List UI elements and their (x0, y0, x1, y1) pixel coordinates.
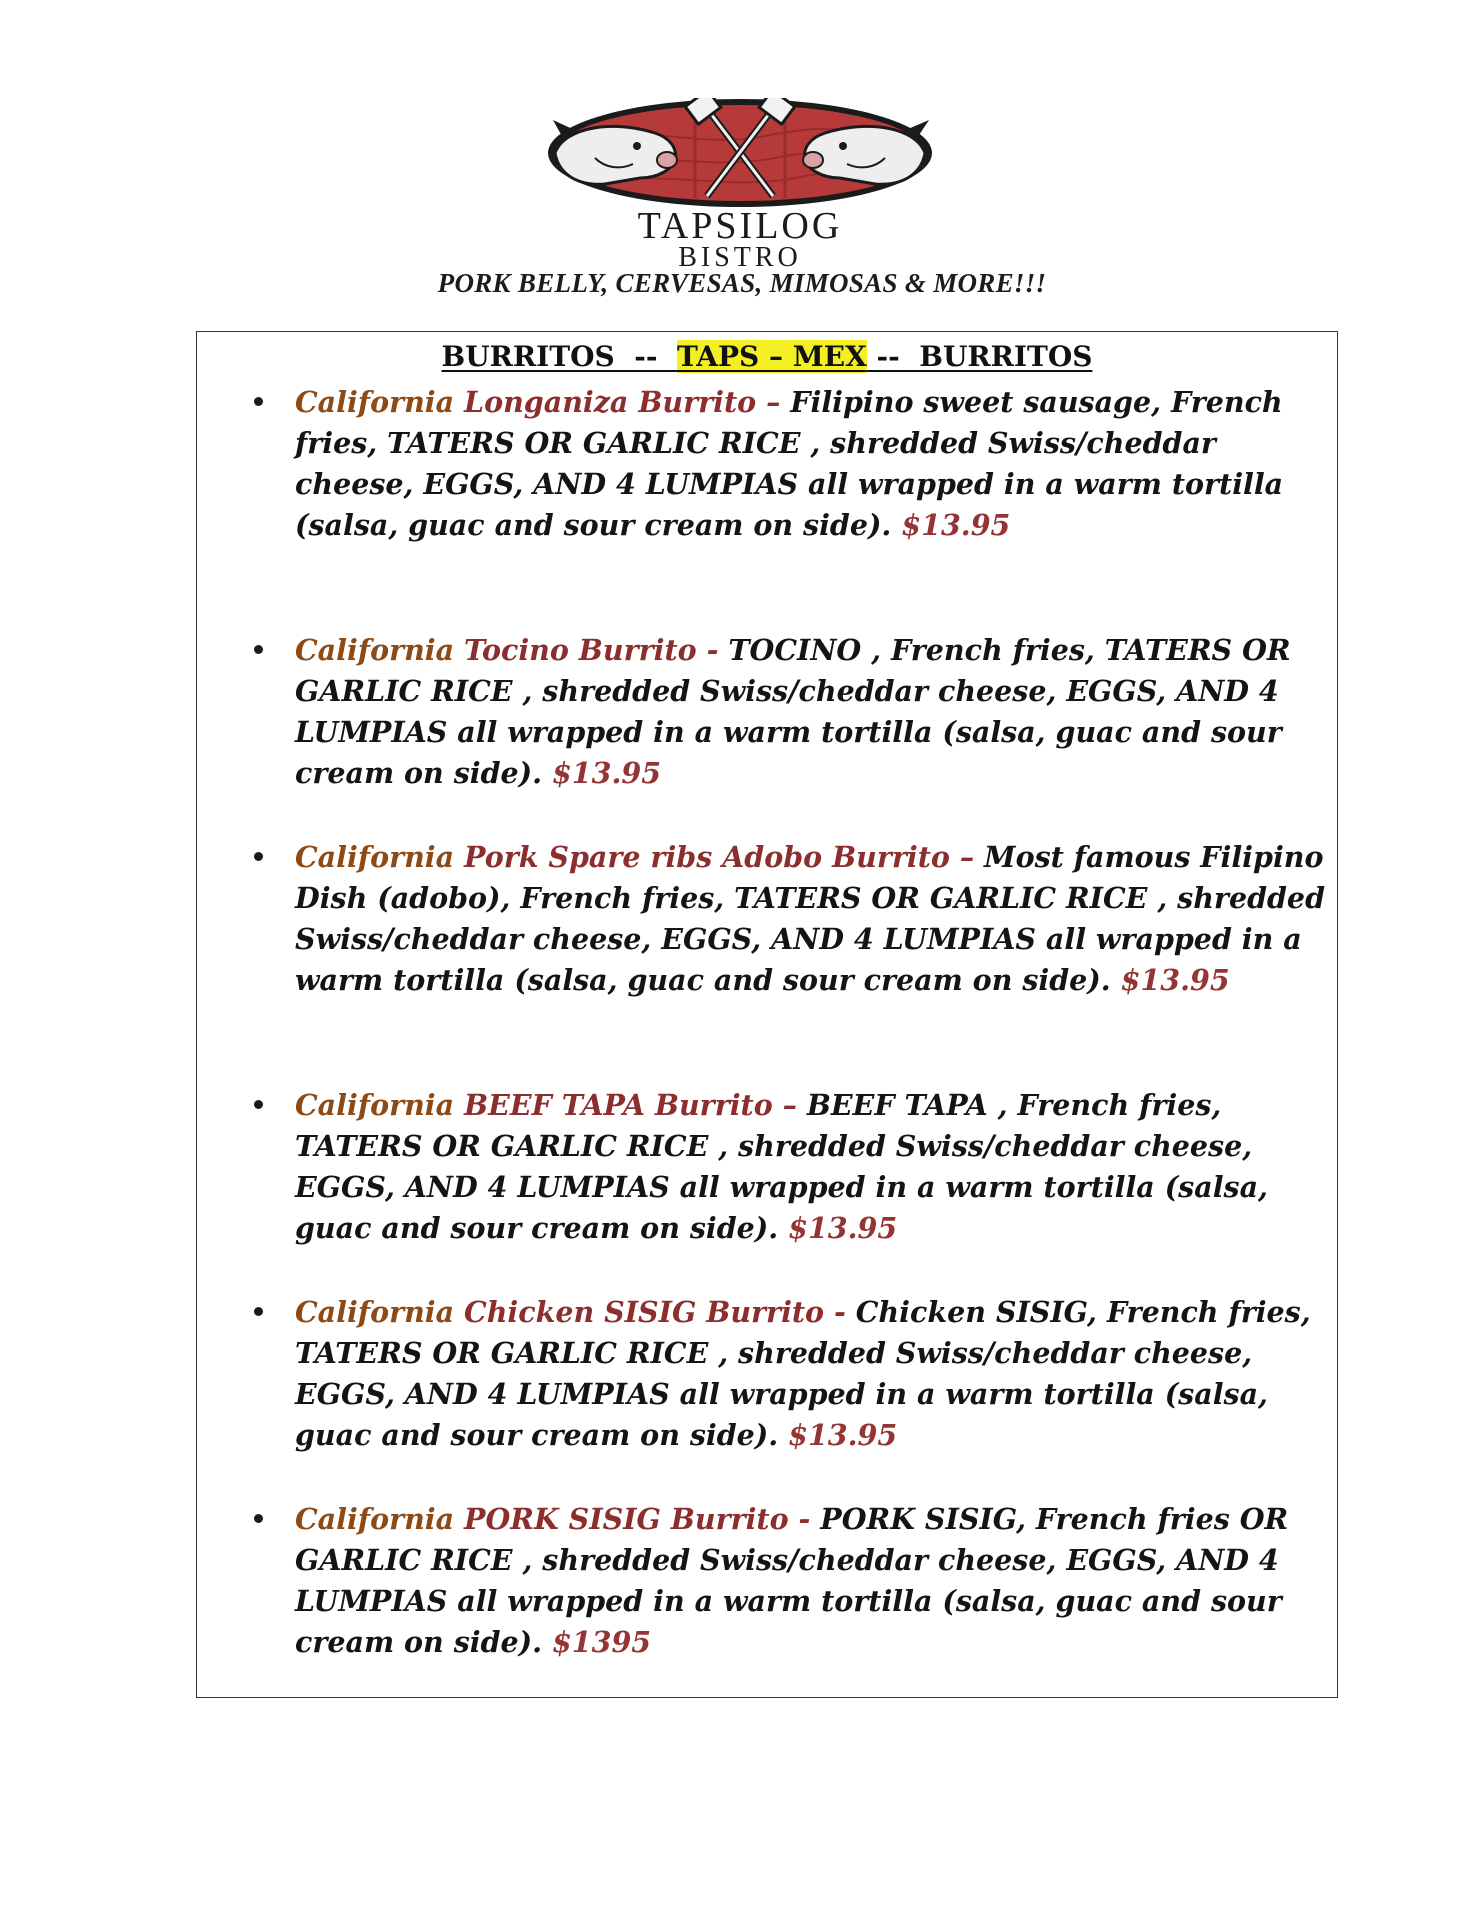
section-title-right: -- BURRITOS (866, 340, 1093, 373)
item-brand: California (295, 1502, 465, 1536)
item-description: BEEF TAPA , French fries, TATERS OR GARLIC RICE , shredded Swiss/cheddar cheese, EGGS, AND 4 LUMPIAS all wrapped in a warm tortilla (salsa, guac and sour cream on side). (295, 1088, 1268, 1245)
bullet-icon (254, 397, 263, 406)
bullet-icon (254, 1307, 263, 1316)
menu-item (295, 1085, 1325, 1249)
section-title-highlight: TAPS – MEX (676, 340, 867, 373)
menu-item (295, 630, 1325, 794)
item-description: PORK SISIG, French fries OR GARLIC RICE , shredded Swiss/cheddar cheese, EGGS, AND 4 LUMPIAS all wrapped in a warm tortilla (salsa, guac and sour cream on side). (295, 1502, 1289, 1659)
item-brand: California (295, 1088, 465, 1122)
item-name: Chicken SISIG Burrito - (464, 1295, 856, 1329)
bullet-icon (254, 1100, 263, 1109)
section-title (197, 340, 1337, 373)
item-price: $13.95 (551, 756, 662, 790)
logo-subtitle-text: BISTRO (678, 242, 802, 273)
bullet-icon (254, 1514, 263, 1523)
menu-item (295, 837, 1325, 1001)
item-name: BEEF TAPA Burrito – (464, 1088, 807, 1122)
item-name: Pork Spare ribs Adobo Burrito – (464, 840, 985, 874)
item-price: $13.95 (788, 1211, 898, 1245)
item-description: Chicken SISIG, French fries, TATERS OR GARLIC RICE , shredded Swiss/cheddar cheese, EGGS, AND 4 LUMPIAS all wrapped in a warm tortilla (salsa, guac and sour cream on side). (295, 1295, 1311, 1452)
item-brand: California (295, 385, 465, 419)
menu-item (295, 1292, 1325, 1456)
item-name: Longaniza Burrito – (464, 385, 791, 419)
tagline: PORK BELLY, CERVESAS, MIMOSAS & MORE!!! (437, 268, 1047, 298)
item-brand: California (295, 840, 465, 874)
item-price: $13.95 (1120, 963, 1230, 997)
item-brand: California (295, 633, 465, 667)
item-price: $13.95 (901, 508, 1011, 542)
menu-item (295, 1499, 1325, 1663)
item-price: $1395 (551, 1625, 652, 1659)
item-description: TOCINO , French fries, TATERS OR GARLIC RICE , shredded Swiss/cheddar cheese, EGGS, AND 4 LUMPIAS all wrapped in a warm tortilla (salsa, guac and sour cream on side). (295, 633, 1291, 790)
bullet-icon (254, 852, 263, 861)
section-title-left: BURRITOS -- (441, 340, 677, 373)
menu-item (295, 382, 1325, 546)
item-description: Filipino sweet sausage, French fries, TATERS OR GARLIC RICE , shredded Swiss/cheddar cheese, EGGS, AND 4 LUMPIAS all wrapped in a warm tortilla (salsa, guac and sour cream on side). (295, 385, 1284, 542)
item-price: $13.95 (788, 1418, 898, 1452)
burrito-menu-box (196, 331, 1338, 1698)
item-name: PORK SISIG Burrito - (464, 1502, 821, 1536)
item-brand: California (295, 1295, 465, 1329)
logo-title-text: TAPSILOG (637, 205, 843, 247)
item-description: Most famous Filipino Dish (adobo), French fries, TATERS OR GARLIC RICE , shredded Swiss/cheddar cheese, EGGS, AND 4 LUMPIAS all wrapped in a warm tortilla (salsa, guac and sour cream on side). (295, 840, 1325, 997)
item-name: Tocino Burrito - (464, 633, 729, 667)
bullet-icon (254, 645, 263, 654)
